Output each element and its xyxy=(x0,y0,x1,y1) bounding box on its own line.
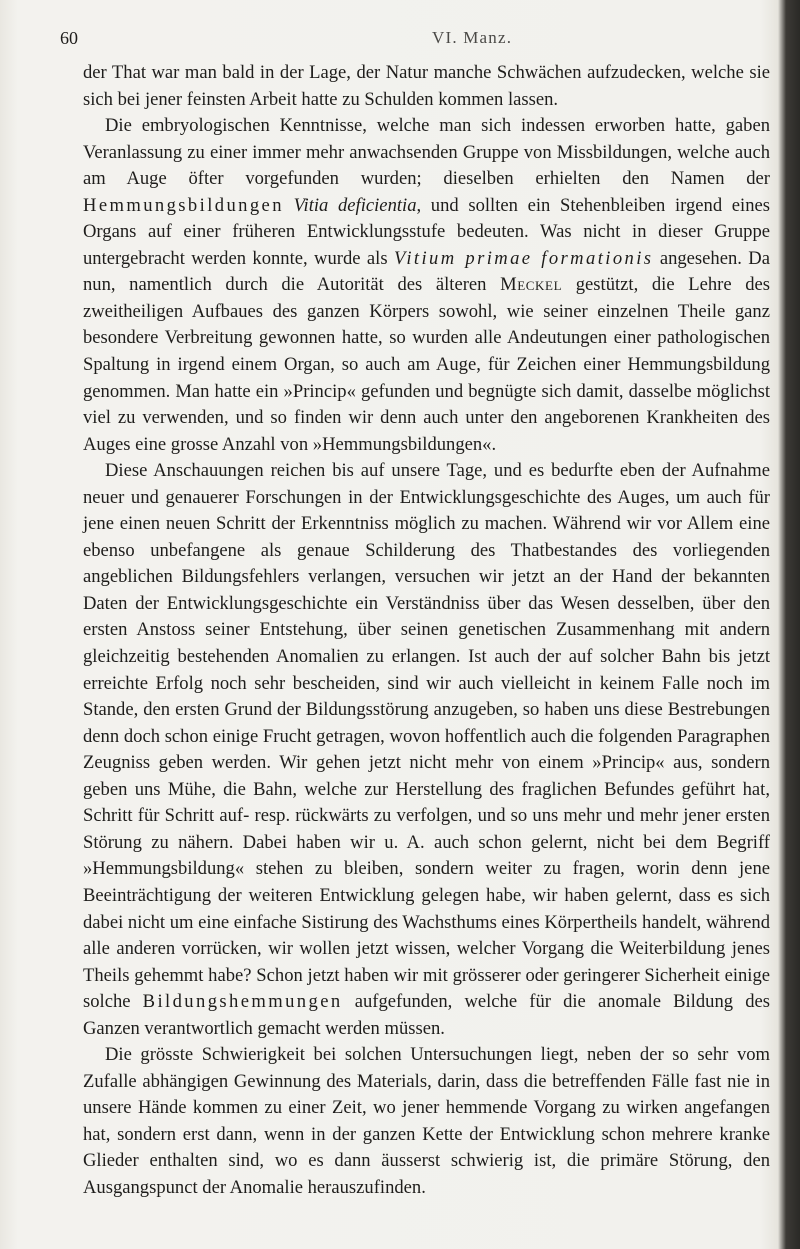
paragraph-3 xyxy=(83,458,770,1042)
emphasized-text: Bildungshemmungen xyxy=(142,991,343,1013)
text-segment: Die grösste Schwierigkeit bei solchen Untersuchungen liegt, neben der so sehr vom Zufalle abhängigen Gewinnung des Materials, darin, dass die betreffenden Fälle fast nie in unsere Hände kommen zu einer Zeit, wo jener hemmende Vorgang zu wirken angefangen hat, sondern erst dann, wenn in der ganzen Kette der Entwicklung schon mehrere kranke Glieder enthalten sind, wo es dann äusserst schwierig ist, die primäre Störung, den Ausgangspunct der Anomalie herauszufinden. xyxy=(83,1044,770,1198)
body-text xyxy=(83,60,770,1202)
emphasized-text: Vitia deficientia xyxy=(293,194,417,216)
text-segment: , und sollten ein Stehenbleiben irgend eines Organs auf einer früheren Entwicklungsstufe bedeuten. Was nicht in dieser Gruppe untergebracht werden konnte, wurde als xyxy=(83,194,770,269)
text-segment: gestützt, die Lehre des zweitheiligen Aufbaues des ganzen Körpers sowohl, wie seiner einzelnen Theile ganz besondere Verbreitung gewonnen hatte, so wurden alle Andeutungen einer pathologischen Spaltung in irgend einem Organ, so auch am Auge, für Zeichen einer Hemmungsbildung genommen. Man hatte ein »Princip« gefunden und begnügte sich damit, dasselbe möglichst viel zu verwenden, und so finden wir denn auch unter den angeborenen Krankheiten des Auges eine grosse Anzahl von »Hemmungsbildungen«. xyxy=(83,274,770,455)
running-head: VI. Manz. xyxy=(432,28,513,47)
paragraph-1 xyxy=(83,60,770,113)
text-segment xyxy=(284,195,294,216)
text-segment: aufgefunden, welche für die anomale Bildung des Ganzen verantwortlich gemacht werden müssen. xyxy=(83,991,770,1039)
emphasized-text: Meckel xyxy=(500,274,563,296)
emphasized-text: Hemmungsbildungen xyxy=(83,194,284,216)
emphasized-text: Vitium primae formationis xyxy=(393,247,654,269)
text-segment: angesehen. Da nun, namentlich durch die Autorität des älteren xyxy=(83,247,770,296)
text-segment: Diese Anschauungen reichen bis auf unsere Tage, und es bedurfte eben der Aufnahme neuer und genauerer Forschungen in der Entwicklungsgeschichte des Auges, um auch für jene einen neuen Schritt der Erkenntniss möglich zu machen. Während wir vor Allem eine ebenso unbefangene als genaue Schilderung des Thatbestandes des vorliegenden angeblichen Bildungsfehlers verlangen, versuchen wir jetzt an der Hand der bekannten Daten der Entwicklungsgeschichte ein Verständniss über das Wesen desselben, über den ersten Anstoss seiner Entstehung, über seinen genetischen Zusammenhang mit andern gleichzeitig bestehenden Anomalien zu erlangen. Ist auch der auf solcher Bahn bis jetzt erreichte Erfolg noch sehr bescheiden, sind wir auch vielleicht in keinem Falle noch im Stande, den ersten Grund der Bildungsstörung anzugeben, so haben uns diese Bestrebungen denn doch schon einige Frucht getragen, wovon hoffentlich auch die folgenden Paragraphen Zeugniss geben werden. Wir gehen jetzt nicht mehr von einem »Princip« aus, sondern geben uns Mühe, die Bahn, welche zur Herstellung des fraglichen Befundes geführt hat, Schritt für Schritt auf- resp. rückwärts zu verfolgen, und so uns mehr und mehr jener ersten Störung zu nähern. Dabei haben wir u. A. auch schon gelernt, nicht bei dem Begriff »Hemmungsbildung« stehen zu bleiben, sondern weiter zu fragen, worin denn jene Beeinträchtigung der weiteren Entwicklung gelegen habe, wir haben gelernt, dass es sich dabei nicht um eine einfache Sistirung des Wachsthums eines Körpertheils handelt, während alle anderen vorrücken, wir wollen jetzt wissen, welcher Vorgang die Weiterbildung jenes Theils gehemmt habe? Schon jetzt haben wir mit grösserer oder geringerer Sicherheit einige solche xyxy=(83,460,770,1013)
text-segment: der That war man bald in der Lage, der Natur manche Schwächen aufzudecken, welche sie sich bei jener feinsten Arbeit hatte zu Schulden kommen lassen. xyxy=(83,62,770,110)
page-header xyxy=(60,28,770,52)
text-segment: Die embryologischen Kenntnisse, welche man sich indessen erworben hatte, gaben Veranlassung zu einer immer mehr anwachsenden Gruppe von Missbildungen, welche auch am Auge öfter vorgefunden wurden; dieselben erhielten den Namen der xyxy=(83,115,770,190)
page-number: 60 xyxy=(60,28,78,48)
paragraph-4 xyxy=(83,1042,770,1201)
paragraph-2 xyxy=(83,113,770,458)
